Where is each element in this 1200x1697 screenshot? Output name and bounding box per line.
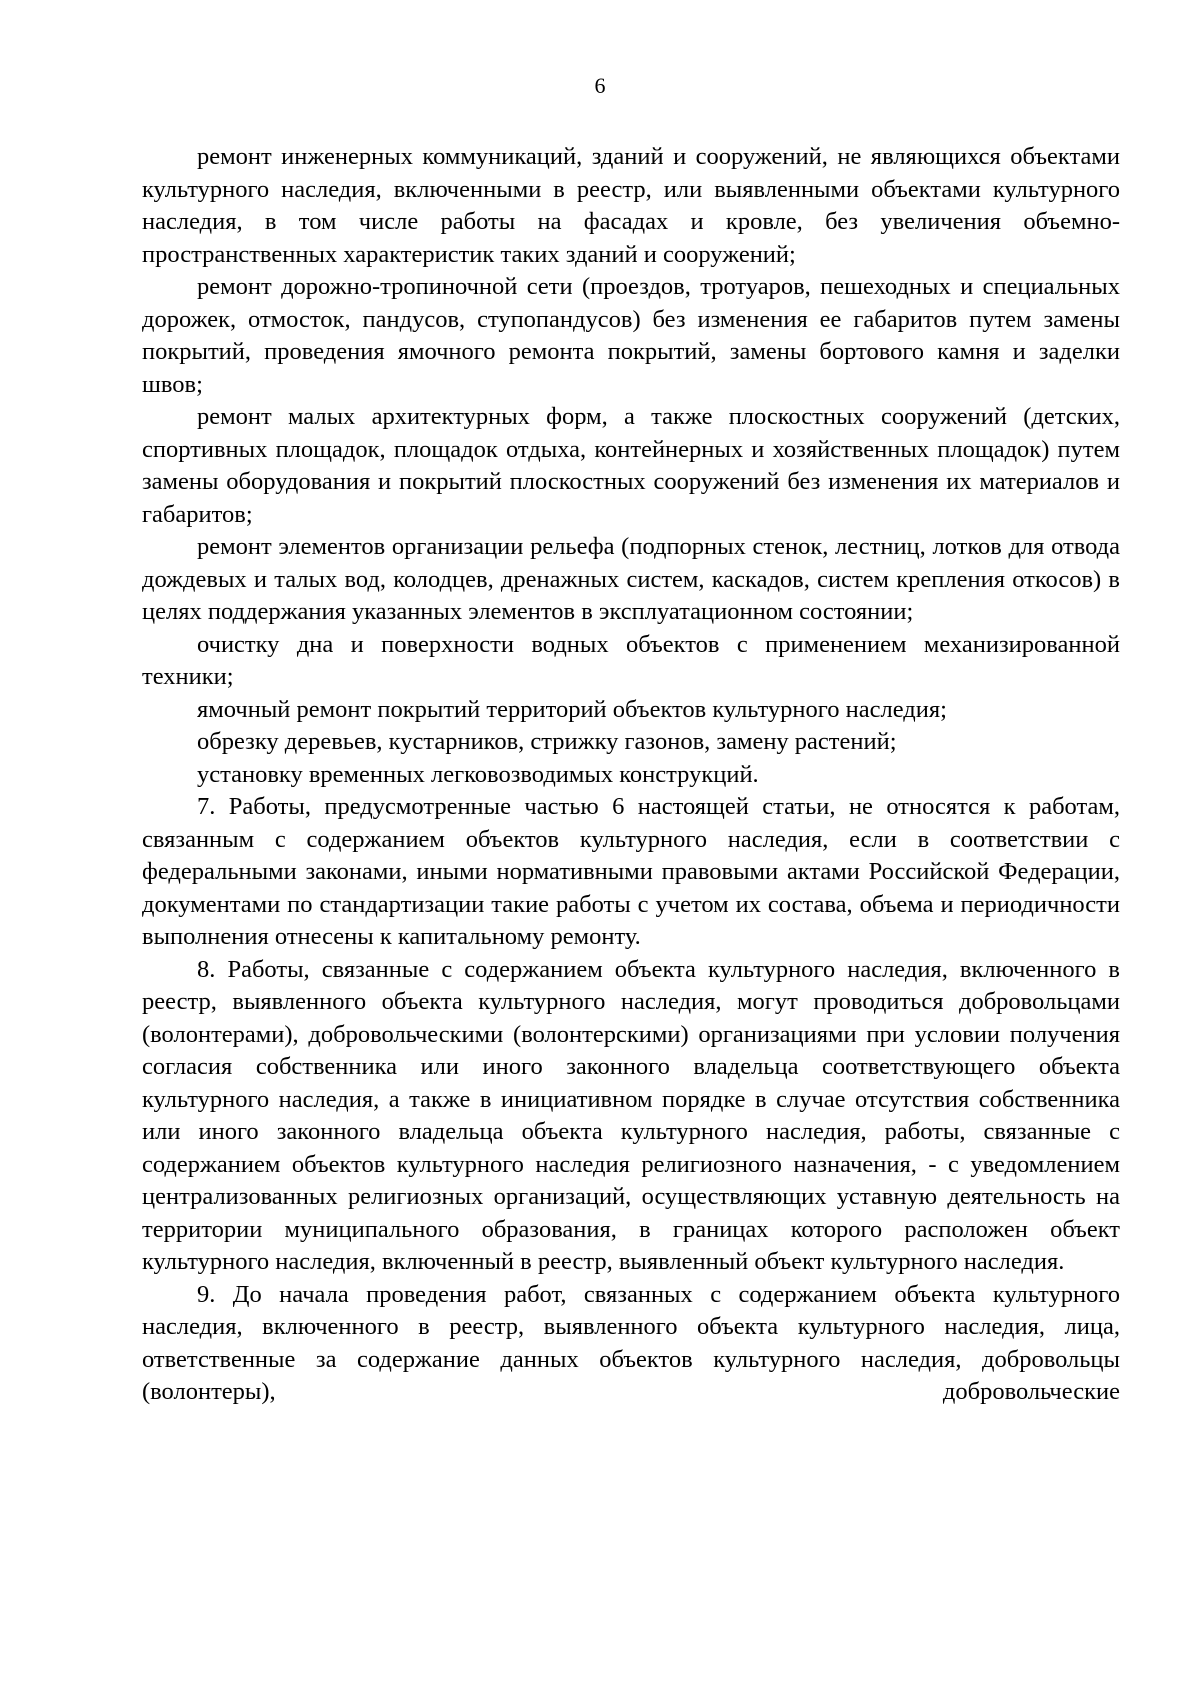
paragraph-clause-8: 8. Работы, связанные с содержанием объекта культурного наследия, включенного в реестр, выявленного объекта культурного наследия, могут проводиться добровольцами (волонтерами), добровольческими (волонтерскими) организациями при условии получения согласия собственника или иного законного владельца соответствующего объекта культурного наследия, а также в инициативном порядке в случае отсутствия собственника или иного законного владельца объекта культурного наследия, работы, связанные с содержанием объектов культурного наследия религиозного назначения, - с уведомлением централизованных религиозных организаций, осуществляющих уставную деятельность на территории муниципального образования, в границах которого расположен объект культурного наследия, включенный в реестр, выявленный объект культурного наследия.: [142, 955, 1120, 1275]
page-number: 6: [594, 73, 606, 98]
paragraph-temporary-structures: установку временных легковозводимых конструкций.: [197, 760, 759, 788]
paragraph-water-cleaning: очистку дна и поверхности водных объектов с применением механизированной техники;: [142, 630, 1120, 690]
paragraph-repair-relief-elements: ремонт элементов организации рельефа (подпорных стенок, лестниц, лотков для отвода дождевых и талых вод, колодцев, дренажных систем, каскадов, систем крепления откосов) в целях поддержания указанных элементов в эксплуатационном состоянии;: [142, 533, 1120, 625]
paragraph-clause-7: 7. Работы, предусмотренные частью 6 настоящей статьи, не относятся к работам, связанным с содержанием объектов культурного наследия, если в соответствии с федеральными законами, иными нормативными правовыми актами Российской Федерации, документами по стандартизации такие работы с учетом их состава, объема и периодичности выполнения отнесены к капитальному ремонту.: [142, 793, 1120, 950]
document-body: [142, 141, 1120, 1409]
paragraph-clause-9: 9. До начала проведения работ, связанных с содержанием объекта культурного наследия, включенного в реестр, выявленного объекта культурного наследия, лица, ответственные за содержание данных объектов культурного наследия, добровольцы (волонтеры), добровольческие: [142, 1280, 1120, 1405]
paragraph-repair-communications: ремонт инженерных коммуникаций, зданий и сооружений, не являющихся объектами культурного наследия, включенными в реестр, или выявленными объектами культурного наследия, в том числе работы на фасадах и кровле, без увеличения объемно-пространственных характеристик таких зданий и сооружений;: [142, 143, 1120, 268]
paragraph-repair-road-network: ремонт дорожно-тропиночной сети (проездов, тротуаров, пешеходных и специальных дорожек, отмосток, пандусов, ступопандусов) без изменения ее габаритов путем замены покрытий, проведения ямочного ремонта покрытий, замены бортового камня и заделки швов;: [142, 273, 1120, 398]
paragraph-repair-small-forms: ремонт малых архитектурных форм, а также плоскостных сооружений (детских, спортивных площадок, площадок отдыха, контейнерных и хозяйственных площадок) путем замены оборудования и покрытий плоскостных сооружений без изменения их материалов и габаритов;: [142, 403, 1120, 528]
paragraph-pothole-repair: ямочный ремонт покрытий территорий объектов культурного наследия;: [197, 695, 947, 723]
paragraph-tree-trimming: обрезку деревьев, кустарников, стрижку газонов, замену растений;: [197, 728, 897, 755]
